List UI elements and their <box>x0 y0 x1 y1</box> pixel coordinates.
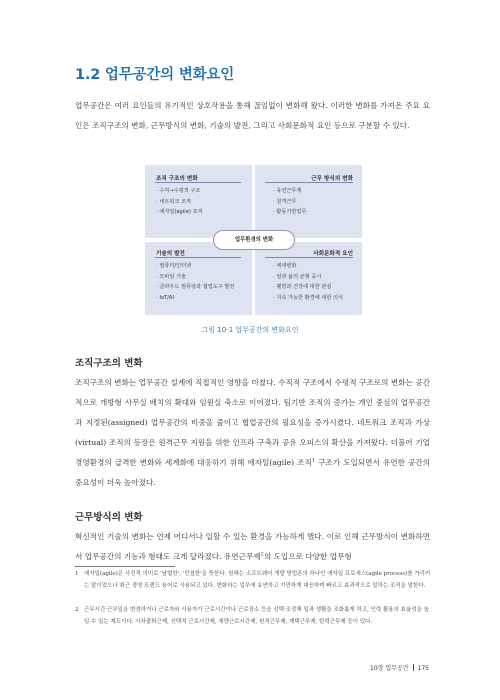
quadrant-sociocultural <box>255 242 362 315</box>
quadrant-divider <box>155 182 241 183</box>
paragraph-text: 구조가 도입되면서 유연한 공간의 중요성이 더욱 높아졌다. <box>75 458 430 487</box>
quadrant-item: · 모바일 기술 <box>156 272 234 283</box>
quadrant-item: · 지속 가능한 환경에 대한 의식 <box>273 293 343 304</box>
footnote-ref[interactable]: 1 <box>311 457 316 464</box>
paragraph-text: 조직구조의 변화는 업무공간 설계에 직접적인 영향을 미쳤다. 수직적 구조에서 수평적 구조로의 변화는 공간적으로 개방형 사무실 배치의 확대와 임원실 축소로 이어졌다. 팀기반 조직의 증가는 개인 중심의 업무공간과 지정된(assigned) 업무공간의 비중을 줄이고 협업공간의 필요성을 증가시켰다. 네트워크 조직과 가상(virtual) 조직의 등장은 원격근무 지원을 위한 인프라 구축과 공유 오피스의 확산을 가져왔다. 더불어 기업 경영환경의 급격한 변화와 세계화에 대응하기 위해 애자일(agile) 조직 <box>75 378 430 467</box>
footnote-text: 근무시간·근무일을 변경하거나 근로자와 사용자가 근로시간이나 근로장소 등을 선택·조정해 일과 생활을 조화롭게 하고, 인력 활용의 효율성을 높일 수 있는 제도이다. 시차출퇴근제, 선택적 근로시간제, 재량근로시간제, 원격근무제, 재택근무제, 탄력근무제 등이 있다. <box>84 607 429 625</box>
footnote-2 <box>75 604 431 628</box>
subsection-title-org: 조직구조의 변화 <box>75 358 143 369</box>
quadrant-technology <box>145 242 252 315</box>
quadrant-org-structure <box>145 165 252 238</box>
work-change-paragraph <box>75 527 430 567</box>
quadrant-item: · 컴퓨터/인터넷 <box>156 261 234 272</box>
quadrant-item: · 세대변화 <box>273 261 343 272</box>
footnote-divider <box>75 566 175 567</box>
page-footer <box>370 663 429 672</box>
quadrant-divider <box>265 182 353 183</box>
quadrant-item: · 클라우드 컴퓨팅과 협업도구 발전 <box>156 282 234 293</box>
quadrant-title: 근무 방식의 변화 <box>311 176 353 182</box>
quadrant-title: 사회문화적 요인 <box>313 251 353 257</box>
quadrant-item: · IoT/AI <box>156 293 234 304</box>
page-number: 175 <box>417 665 429 672</box>
section-title: 1.2 업무공간의 변화요인 <box>75 67 235 83</box>
quadrant-list <box>273 261 343 303</box>
quadrant-item: · 유연근무제 <box>273 186 306 197</box>
center-label: 업무환경의 변화 <box>213 230 295 250</box>
quadrant-list <box>273 186 306 218</box>
quadrant-item: · 활동기반업무 <box>273 207 306 218</box>
quadrant-divider <box>155 257 241 258</box>
quadrant-item: · 원격근무 <box>273 197 306 208</box>
chapter-label: 10장 업무공간 <box>370 665 409 672</box>
subsection-title-work: 근무방식의 변화 <box>75 512 143 523</box>
quadrant-list <box>156 186 203 218</box>
quadrant-title: 기술의 발전 <box>156 251 185 257</box>
intro-paragraph: 업무공간은 여러 요인들의 유기적인 상호작용을 통해 끊임없이 변화해 왔다. 이러한 변화를 가져온 주요 요인은 조직구조의 변화, 근무방식의 변화, 기술의 발전, 그리고 사회문화적 요인 등으로 구분할 수 있다. <box>75 101 430 130</box>
footnote-number: 1 <box>75 571 79 577</box>
change-factors-figure <box>145 165 362 315</box>
quadrant-item: · 수직→수평적 구조 <box>156 186 203 197</box>
quadrant-title: 조직 구조의 변화 <box>156 176 198 182</box>
paragraph-text: 혁신적인 기술의 변화는 언제 어디서나 일할 수 있는 환경을 가능하게 했다. 이로 인해 근무방식이 변화하면서 업무공간의 기능과 형태도 크게 달라졌다. 유연근무제 <box>75 532 430 561</box>
quadrant-divider <box>265 257 353 258</box>
footnote-1 <box>75 568 431 592</box>
quadrant-item: · 네트워크 조직 <box>156 197 203 208</box>
footer-separator <box>413 664 414 671</box>
footnote-text: 애자일(agile)은 사전적 의미로 '날렵한', '민첩한'을 뜻한다. 원래는 소프트웨어 개발 방법론의 하나인 애자일 프로세스(agile process)를 가리키는 말이었으나 최근 경영 트렌드 용어로 사용되고 있다. 변화하는 업무에 유연하고 기민하게 대응하며 빠르고 효과적으로 일하는 조직을 말한다. <box>84 571 431 589</box>
quadrant-list <box>156 261 234 303</box>
footnote-number: 2 <box>75 607 79 613</box>
org-change-paragraph <box>75 373 430 493</box>
quadrant-item: · 일과 삶의 균형 중시 <box>273 272 343 283</box>
paragraph-text: 의 도입으로 다양한 업무형 <box>263 552 352 561</box>
quadrant-item: · 애자일(agile) 조직 <box>156 207 203 218</box>
footnote-ref[interactable]: 2 <box>260 551 264 558</box>
quadrant-work-style <box>255 165 362 238</box>
figure-caption: 그림 10-1 업무공간의 변화요인 <box>201 326 299 334</box>
quadrant-item: · 웰빙과 건강에 대한 관심 <box>273 282 343 293</box>
